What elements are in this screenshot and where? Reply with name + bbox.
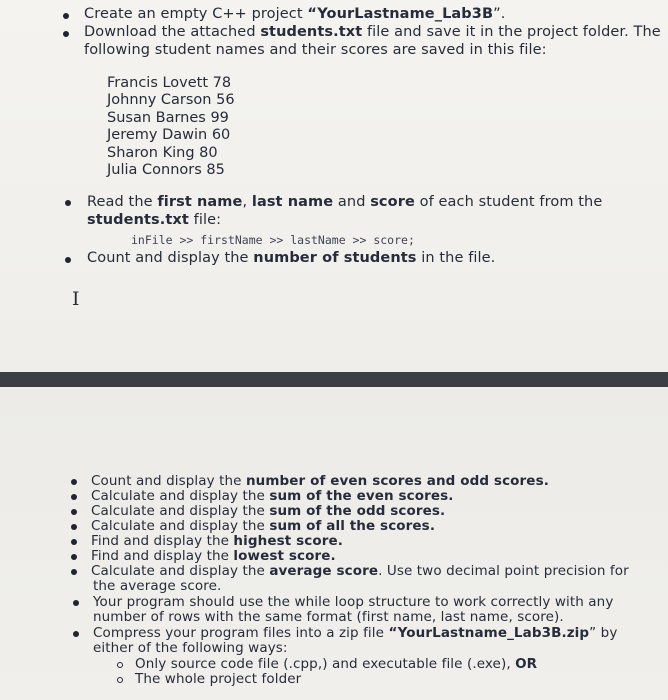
create-project-item: Create an empty C++ project “YourLastname_Lab3B”. bbox=[84, 6, 506, 22]
while-loop-item: Your program should use the while loop structure to work correctly with any bbox=[93, 594, 614, 610]
bullet-icon bbox=[71, 539, 77, 545]
read-file-item-line2: students.txt file: bbox=[87, 212, 222, 228]
while-loop-item-line2: number of rows with the same format (first name, last name, score). bbox=[93, 609, 564, 625]
download-file-item-line2: following student names and their scores are saved in this file: bbox=[84, 42, 547, 58]
average-score-item: Calculate and display the average score. Use two decimal point precision for bbox=[91, 563, 629, 579]
student-entry: Francis Lovett 78 bbox=[107, 75, 232, 91]
even-odd-item: Count and display the number of even scores and odd scores. bbox=[91, 473, 549, 489]
highest-score-item: Find and display the highest score. bbox=[91, 533, 343, 549]
bullet-icon bbox=[71, 509, 77, 515]
bullet-icon bbox=[73, 631, 79, 637]
hollow-bullet-icon bbox=[117, 677, 123, 683]
bullet-icon bbox=[71, 494, 77, 500]
text-cursor-icon: I bbox=[72, 288, 80, 310]
sum-all-item: Calculate and display the sum of all the scores. bbox=[91, 518, 436, 534]
student-entry: Johnny Carson 56 bbox=[107, 92, 235, 109]
page-divider bbox=[0, 372, 668, 387]
bullet-icon bbox=[63, 31, 69, 37]
option-project-folder: The whole project folder bbox=[135, 671, 302, 687]
download-file-item: Download the attached students.txt file and save it in the project folder. The bbox=[84, 24, 661, 40]
bullet-icon bbox=[73, 600, 79, 606]
option-source-exe: Only source code file (.cpp,) and executable file (.exe), OR bbox=[135, 656, 538, 672]
sum-even-item: Calculate and display the sum of the even scores. bbox=[91, 488, 454, 504]
bullet-icon bbox=[63, 13, 69, 19]
count-students-item: Count and display the number of students in the file. bbox=[87, 250, 496, 266]
student-entry: Susan Barnes 99 bbox=[107, 109, 229, 126]
student-entry: Julia Connors 85 bbox=[107, 162, 225, 179]
student-entry: Sharon King 80 bbox=[107, 144, 218, 161]
compress-zip-item: Compress your program files into a zip file “YourLastname_Lab3B.zip” by bbox=[93, 625, 618, 641]
average-score-item-line2: the average score. bbox=[93, 578, 222, 594]
student-list bbox=[107, 75, 235, 179]
hollow-bullet-icon bbox=[117, 662, 123, 668]
lowest-score-item: Find and display the lowest score. bbox=[91, 548, 336, 564]
bullet-icon bbox=[71, 524, 77, 530]
bullet-icon bbox=[65, 257, 71, 263]
bullet-icon bbox=[71, 554, 77, 560]
bullet-icon bbox=[65, 200, 71, 206]
student-entry: Jeremy Dawin 60 bbox=[107, 127, 231, 144]
code-snippet: inFile >> firstName >> lastName >> score; bbox=[131, 233, 415, 247]
compress-zip-item-line2: either of the following ways: bbox=[93, 640, 288, 656]
bullet-icon bbox=[71, 479, 77, 485]
bullet-icon bbox=[71, 569, 77, 575]
read-file-item: Read the first name, last name and score of each student from the bbox=[87, 194, 603, 210]
sum-odd-item: Calculate and display the sum of the odd scores. bbox=[91, 503, 446, 519]
